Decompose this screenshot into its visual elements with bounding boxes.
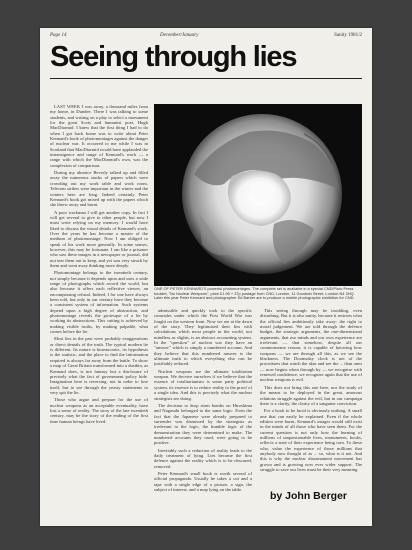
paragraph: For a book to be lucid is obviously nothing. A small one that can easily be explained. Even if the whole edition were burnt, Kennard's images would still exist in the minds of all those who have seen them. For the current question is not only how the burning of millions of unquestionable lives, monuments, books, reflects a state of their experience being torn. To these who, value the experience of those millions that anybody now thought of as ... so, what is it not. And this is why the nuclear disarmament movement has grown and is growing now ever wider support. The struggle to save our lives must be their very meaning. xyxy=(260,408,362,472)
paragraph: This seeing through may be troubling, even disturbing. But it is also sanity, because it restores what the official lies ambitiously take away: the right to moral judgement. We are told through the defence budget, the strategic arguments, the one-dimensional arguments, that our minds and our own experience are irrelevant — that somehow, despite all our commonsense reason, it is capable of knowing how weapons — we are through all this, as we see the blackness. The Doomsday clock is not of the procedures that watch the skin and see the ... than ones — now begins when through by — we recognise with renewed confidence, we recognise again that the use of nuclear weapons is evil. xyxy=(260,308,362,383)
paragraph: This does not bring this one here, nor the study of the means to be deployed in the great, amorous relations struggle against the evil, but in our campaign there is a clarity, the clarity of a sanguine conviction. xyxy=(260,384,362,406)
page-title: Seeing through lies xyxy=(50,41,297,73)
magazine-page xyxy=(40,28,372,526)
paragraph: Inevitably such a reduction of reality leads to the daily treatment of lying. Lies become the first defence against the reality which is to be obscured, removed. xyxy=(154,447,252,469)
paragraph: A poor workman I will get another copy. In fact I will get several to give to other people, but now I must write relying on my memory. I would have liked to discuss the visual details of Kennard's work. Over the years he has become a master of the medium of photomontage. Now I am obliged to speak of his work more generally. In some senses, however, this may be fortunate. I am like a prisoner who saw these images in a newspaper or journal, did not tear them out to keep, and yet was very struck by them and went away thinking more deeply. xyxy=(50,209,148,268)
paragraph: During my absence Beverly talked up and filled away the numerous stacks of papers which were crowding out my work table and work room. Telecom strikes were important in the winter and the winters here are long. Indeed certainly Peter Kennard's book got mixed up with the papers which she threw away and burnt. xyxy=(50,170,148,208)
paragraph: Peter Kennard's small book is worth several of official propaganda. Usually he takes a cut and a tape with a single edge of a picture, a sign, the subject of interest, and a map lying on the table. xyxy=(154,470,252,492)
author-byline: by John Berger xyxy=(270,490,348,502)
paragraph: Nuclear weapons are the ultimate totalitarian weapon. We deceive ourselves if we believe that the essence of totalitarianism is some party political system, its essence is to reduce reality to the proof of a single idea. And this is precisely what the nuclear strategists are doing. xyxy=(154,368,252,401)
title-divider xyxy=(50,78,362,79)
article-column-3 xyxy=(260,308,362,490)
article-column-2 xyxy=(154,308,252,518)
paragraph: LAST WEEK I was away, a thousand miles from my home, in Dundee. There I was talking to some students, and writing on a play to select a monument for the great Scots and humanist poet, Hugh MacDiarmid. I knew that the first thing I had to do when I got back home was to write about Peter Kennard's book of photomontages against the danger of nuclear war. It occurred to me while I was in Scotland that MacDiarmid would have applauded the intransigence and range of Kennard's work — a range with which the MacDiarmid's own, was the complexion of comparison. xyxy=(50,104,148,168)
globe-explosion-image xyxy=(154,104,362,286)
paragraph: Photomontage belongs to the twentieth century, not simply because it depends upon and uses a wide range of photographs which record the world, but also because it offers each reflective viewer, an encompassing refusal. Indeed, I for one have always been told, but only in our century have they become a consistent system of information. Such systems depend upon a high degree of abstraction, and photomontage reveals the grotesque of a lie by working its abstractions. This cutting is achieved by making visible truths, by making palpable, what comes before the lie. xyxy=(50,270,148,335)
page-number: Page 14 xyxy=(50,33,67,38)
issue-date: December/January xyxy=(160,33,199,38)
paragraph: Those who argue and prepare for the use of nuclear weapons as an acceptable eventuality, have lost a sense of reality. The story of the late twentieth century, may be the story of the ending of the first time human beings have lived. xyxy=(50,397,148,424)
article-column-1 xyxy=(50,104,148,516)
paragraph: The decision to drop atom bombs on Hiroshima and Nagasaki belonged to the same logic. Even the fact that the Japanese were already prepared to surrender was dismissed by the strategists as irrelevant to the logic, the humble logic of the demonstration they were determined to make. The numbered accounts they used, were going to be positive. xyxy=(154,402,252,446)
publication-name: Sanity 1981/2 xyxy=(334,33,362,38)
photomontage-image xyxy=(154,104,362,286)
paragraph: admissible and quickly took to the specific comrades under which the First World War was fought on the western front. Now we are at the dawn of the story. They legitimised their lies with calculations which most people in the world, not mindless as slights, is an abstract accounting system. In the "question" of nuclear war they have an "answer" which is simply a numbered account. And they believe that this numbered answer is the ultimate truth to which everything else can be justifiably reduced. xyxy=(154,308,252,367)
paragraph: Most lies in the past were probably exaggerations or direct denials of the truth. The typical modern lie is different. Its nature is bureaucratic, its hypothesis is the statistic, and the place to find the information required is always far away from the battle. To show a map of Great Britain transformed into a dustbin, as Kennard does, is not fantasy but a disclosure of precisely what the fact of government policy hide. Imagination here is reversing, not in order to lose itself, but to see through the yeasty statements to very spit the lie. xyxy=(50,336,148,395)
photo-caption: ONE OF PETER KENNARD'S powerful photomontages. The complete set is available in a special CND/Pluto Press booklet, "No Nuclear Weapons", price £1.95 + 37p postage from CND, London, 11 Goodwin Street, London N4 3HQ. Later this year Peter Kennard and photographer Ed Barber are to produce a mobile photographic exhibition for CND. xyxy=(154,286,355,301)
